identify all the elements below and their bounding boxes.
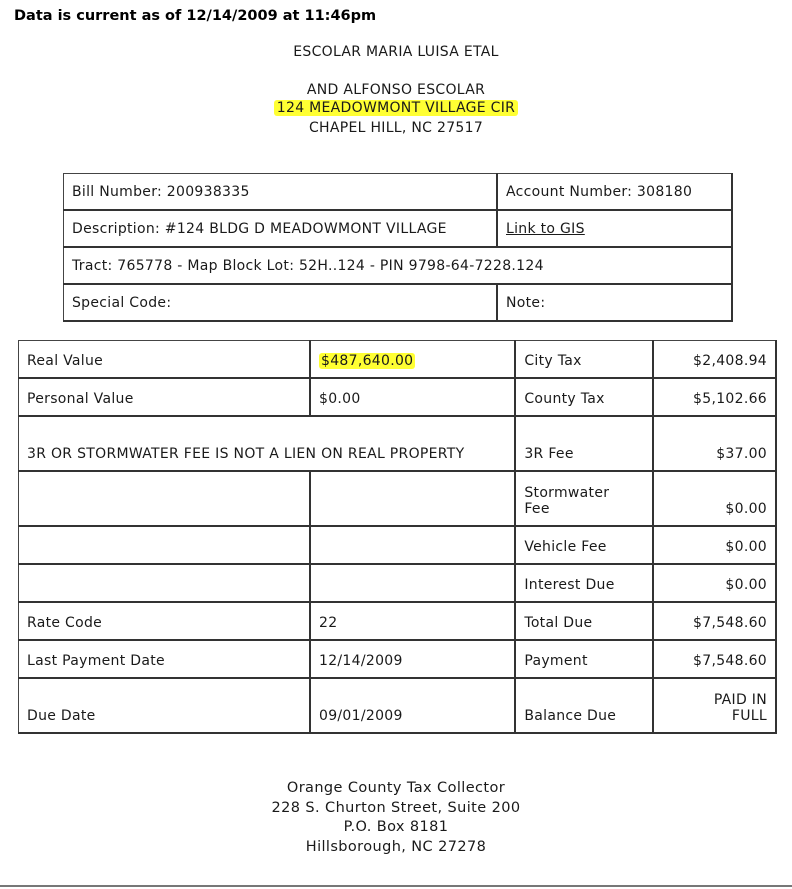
bill-number: Bill Number: 200938335	[64, 174, 498, 211]
tax-table	[18, 340, 777, 734]
bill-info-table	[63, 173, 733, 322]
total-due-label: Total Due	[515, 602, 653, 640]
r3-fee-label: 3R Fee	[515, 416, 653, 471]
collector-name: Orange County Tax Collector	[286, 780, 506, 796]
account-number: Account Number: 308180	[497, 174, 732, 211]
stormwater-label: Stormwater Fee	[515, 471, 653, 526]
real-value-cell	[310, 341, 515, 379]
interest-due: $0.00	[653, 564, 776, 602]
due-date-label: Due Date	[19, 678, 311, 733]
gis-link[interactable]: Link to GIS	[506, 220, 585, 237]
vehicle-fee: $0.00	[653, 526, 776, 564]
last-payment-date: 12/14/2009	[310, 640, 515, 678]
owner-name-2: AND ALFONSO ESCOLAR	[306, 82, 486, 98]
balance-due-label: Balance Due	[515, 678, 653, 733]
note: Note:	[497, 284, 732, 321]
special-code: Special Code:	[64, 284, 498, 321]
balance-due: PAID IN FULL	[653, 678, 776, 733]
collector-street: 228 S. Churton Street, Suite 200	[271, 799, 521, 816]
property-address: 124 MEADOWMONT VILLAGE CIR	[274, 100, 518, 116]
owner-name: ESCOLAR MARIA LUISA ETAL	[293, 44, 499, 60]
payment-label: Payment	[515, 640, 653, 678]
personal-value-label: Personal Value	[19, 378, 311, 416]
r3-fee: $37.00	[653, 416, 776, 471]
lien-notice: 3R OR STORMWATER FEE IS NOT A LIEN ON REAL PROPERTY	[19, 416, 516, 471]
empty-cell	[310, 564, 515, 602]
collector-city: Hillsborough, NC 27278	[305, 838, 487, 855]
empty-cell	[310, 471, 515, 526]
county-tax-label: County Tax	[515, 378, 653, 416]
real-value-label: Real Value	[19, 341, 311, 379]
collector-address	[0, 779, 792, 857]
city-tax-label: City Tax	[515, 341, 653, 379]
vehicle-fee-label: Vehicle Fee	[515, 526, 653, 564]
empty-cell	[19, 526, 311, 564]
due-date: 09/01/2009	[310, 678, 515, 733]
interest-label: Interest Due	[515, 564, 653, 602]
last-payment-label: Last Payment Date	[19, 640, 311, 678]
owner-city: CHAPEL HILL, NC 27517	[308, 120, 484, 136]
county-tax: $5,102.66	[653, 378, 776, 416]
empty-cell	[310, 526, 515, 564]
real-value: $487,640.00	[321, 353, 414, 369]
payment: $7,548.60	[653, 640, 776, 678]
empty-cell	[19, 471, 311, 526]
city-tax: $2,408.94	[653, 341, 776, 379]
page-divider	[0, 885, 792, 887]
gis-cell	[497, 210, 732, 247]
rate-code: 22	[310, 602, 515, 640]
total-due: $7,548.60	[653, 602, 776, 640]
rate-code-label: Rate Code	[19, 602, 311, 640]
stormwater-fee: $0.00	[653, 471, 776, 526]
collector-po-box: P.O. Box 8181	[343, 819, 449, 835]
data-timestamp: Data is current as of 12/14/2009 at 11:46pm	[14, 8, 377, 24]
tract-info: Tract: 765778 - Map Block Lot: 52H..124 - PIN 9798-64-7228.124	[64, 247, 733, 284]
personal-value: $0.00	[310, 378, 515, 416]
description: Description: #124 BLDG D MEADOWMONT VILLAGE	[64, 210, 498, 247]
empty-cell	[19, 564, 311, 602]
property-address-wrap	[0, 99, 792, 117]
